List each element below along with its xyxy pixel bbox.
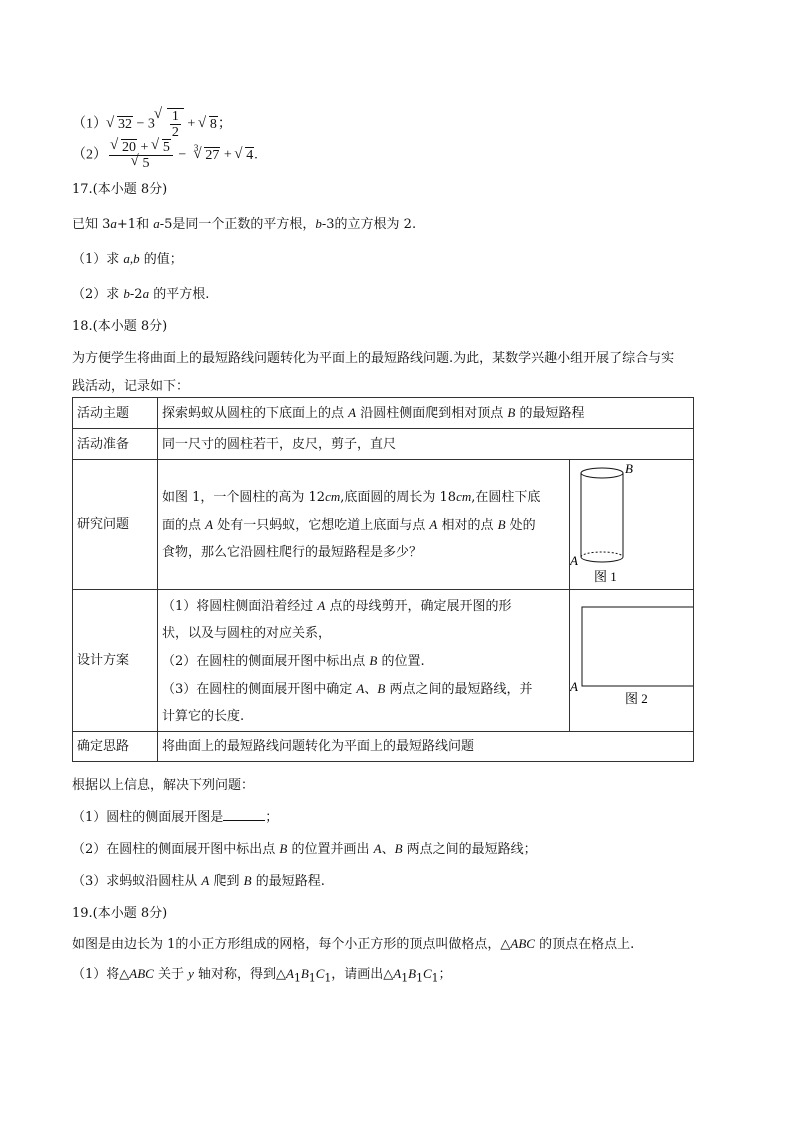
figure-1-cell xyxy=(570,460,694,590)
text: 、 xyxy=(381,842,395,857)
q18-after: 根据以上信息，解决下列问题： xyxy=(72,778,255,793)
text: 如图 1，一个圆柱的高为 12 xyxy=(162,490,326,505)
text: +1和 xyxy=(116,217,154,232)
cube-root-index: 3 xyxy=(193,143,199,154)
text: （3）在圆柱的侧面展开图中确定 xyxy=(162,681,357,697)
text: ，请画出△ xyxy=(331,967,394,982)
activity-record-table xyxy=(72,397,694,762)
table-row xyxy=(73,398,694,429)
text: 两点之间的最短路线； xyxy=(402,842,537,857)
q19-heading: 19.(本小题 8分) xyxy=(72,906,168,921)
var: a xyxy=(153,216,160,231)
point: A xyxy=(356,680,365,696)
var: a,b xyxy=(123,251,140,266)
var: a xyxy=(110,216,117,231)
unit: cm xyxy=(456,489,472,504)
unit: cm xyxy=(325,489,341,504)
punct: . xyxy=(254,147,258,163)
sqrt-8 xyxy=(199,117,218,133)
text: 轴对称，得到△ xyxy=(193,967,287,982)
radicand: 20 xyxy=(122,140,136,155)
text: 点的母线剪开，确定展开图的形 xyxy=(325,598,512,614)
answer-blank[interactable] xyxy=(223,809,265,821)
point: A xyxy=(373,841,382,856)
point: B xyxy=(300,966,309,981)
row-label: 确定思路 xyxy=(73,732,158,762)
text: 的位置并画出 xyxy=(287,842,374,857)
numerator xyxy=(109,140,173,156)
text: 两点之间的最短路线，并 xyxy=(385,681,533,697)
numerator: √ 1 xyxy=(171,109,179,124)
table-row xyxy=(73,460,694,590)
text: （1）将△ xyxy=(72,967,130,982)
label-A: A xyxy=(570,552,578,568)
q16-part1 xyxy=(72,108,232,140)
text: 探索蚂蚁从圆柱的下底面上的点 xyxy=(162,406,349,421)
sqrt-half xyxy=(155,108,184,140)
text: 的平方根. xyxy=(149,287,210,302)
operator: − 3 xyxy=(133,116,155,132)
text: （2）在圆柱的侧面展开图中标出点 xyxy=(162,653,370,669)
point: C xyxy=(422,966,432,981)
unfolded-rectangle xyxy=(582,607,693,686)
text: 食物，那么它沿圆柱爬行的最短路程是多少？ xyxy=(162,545,423,560)
denominator: 2 xyxy=(171,125,179,140)
subscript: 1 xyxy=(308,971,316,985)
var: b xyxy=(315,216,322,231)
operator: − xyxy=(174,147,190,163)
radicand: 5 xyxy=(162,140,170,155)
point: A xyxy=(317,597,326,613)
text: （1）将圆柱侧面沿着经过 xyxy=(162,598,318,614)
point: C xyxy=(315,966,325,981)
label-B: B xyxy=(625,460,633,476)
cylinder-top-ellipse xyxy=(581,468,623,478)
point: B xyxy=(394,841,403,856)
subscript: 1 xyxy=(293,971,301,985)
text: 已知 3 xyxy=(72,217,111,232)
operator: + xyxy=(183,116,199,132)
point: B xyxy=(369,652,378,668)
text: 处的 xyxy=(505,518,536,533)
text: ,底面圆的周长为 18 xyxy=(340,490,457,505)
figure-1-caption: 图 1 xyxy=(594,568,617,584)
q19-stem xyxy=(72,933,634,952)
q18-heading: 18.(本小题 8分) xyxy=(72,319,168,334)
text: 的顶点在格点上. xyxy=(534,937,635,952)
q16-p2-label: （2） xyxy=(72,147,107,163)
subscript: 1 xyxy=(401,971,409,985)
row-content xyxy=(158,590,570,732)
text: 、 xyxy=(364,681,378,697)
row-content xyxy=(158,398,694,429)
text: （1）求 xyxy=(72,252,124,267)
text: -5是同一个正数的平方根， xyxy=(159,217,316,232)
text: （2）求 xyxy=(72,287,124,302)
point: B xyxy=(507,405,516,420)
text: 状，以及与圆柱的对应关系， xyxy=(162,625,332,641)
point: A xyxy=(429,517,438,532)
text: 关于 xyxy=(153,967,189,982)
subscript: 1 xyxy=(431,971,439,985)
triangle-name: ABC xyxy=(129,966,154,981)
text: 的值； xyxy=(139,252,183,267)
q18-intro-2: 践活动，记录如下： xyxy=(72,379,190,394)
point: B xyxy=(243,873,252,888)
row-label: 研究问题 xyxy=(73,460,158,590)
operator: + xyxy=(137,140,152,155)
fraction xyxy=(170,109,181,140)
radicand: 32 xyxy=(118,116,132,132)
punct: ； xyxy=(217,116,232,132)
table-row xyxy=(73,429,694,460)
text: ； xyxy=(265,810,279,825)
radicand: 5 xyxy=(142,156,150,171)
q16-part2 xyxy=(72,140,258,171)
operator: + xyxy=(220,147,236,163)
point: A xyxy=(286,966,294,981)
text: 的位置. xyxy=(377,653,425,669)
text: 爬到 xyxy=(209,874,244,889)
text: ； xyxy=(438,967,452,982)
text: -3的立方根为 2. xyxy=(321,217,417,232)
q16-p1-label: （1） xyxy=(72,116,107,132)
row-content: 同一尺寸的圆柱若干，皮尺，剪子，直尺 xyxy=(158,429,694,460)
cbrt-27 xyxy=(194,148,220,164)
text: ,在圆柱下底 xyxy=(471,490,541,505)
var: y xyxy=(188,966,194,981)
q18-part2 xyxy=(72,838,537,857)
var: a xyxy=(142,286,150,301)
row-content: 将曲面上的最短路线问题转化为平面上的最短路线问题 xyxy=(158,732,694,762)
figure-2-caption: 图 2 xyxy=(625,690,648,706)
text: 的最短路程. xyxy=(251,874,325,889)
text: （3）求蚂蚁沿圆柱从 xyxy=(72,874,202,889)
radicand: 4 xyxy=(246,147,254,163)
text: 相对的点 xyxy=(437,518,498,533)
q19-part1 xyxy=(72,963,452,985)
point: A xyxy=(201,873,210,888)
text: 沿圆柱侧面爬到相对顶点 xyxy=(356,406,508,421)
q17-part1 xyxy=(72,248,183,267)
q18-intro-1: 为方便学生将曲面上的最短路线问题转化为平面上的最短路线问题.为此，某数学兴趣小组开展了综合与实 xyxy=(72,351,675,366)
var: b xyxy=(123,286,130,301)
text: 的最短路程 xyxy=(515,406,585,421)
sqrt-4 xyxy=(235,148,254,164)
table-row xyxy=(73,590,694,732)
point: B xyxy=(377,680,386,696)
point: B xyxy=(497,517,506,532)
row-label: 设计方案 xyxy=(73,590,158,732)
point: A xyxy=(205,517,214,532)
table-row xyxy=(73,732,694,762)
text: 处有一只蚂蚁，它想吃道上底面与点 xyxy=(213,518,430,533)
cylinder-bottom-back-dashed xyxy=(581,552,623,557)
radicand: 8 xyxy=(209,116,217,132)
figure-2-cell xyxy=(570,590,694,732)
text: 面的点 xyxy=(162,518,206,533)
row-label: 活动主题 xyxy=(73,398,158,429)
q17-part2 xyxy=(72,283,209,302)
point: A xyxy=(348,405,357,420)
q18-part1 xyxy=(72,806,278,825)
q18-part3 xyxy=(72,870,325,889)
q17-heading: 17.(本小题 8分) xyxy=(72,182,168,197)
point: A xyxy=(393,966,402,981)
text: （2）在圆柱的侧面展开图中标出点 xyxy=(72,842,280,857)
subscript: 1 xyxy=(416,971,423,985)
row-label: 活动准备 xyxy=(73,429,158,460)
point: B xyxy=(279,841,288,856)
text: （1）圆柱的侧面展开图是 xyxy=(72,810,224,825)
q17-stem xyxy=(72,213,416,232)
cylinder-bottom-front xyxy=(581,557,623,562)
text: 计算它的长度. xyxy=(162,708,245,724)
radicand: 27 xyxy=(205,147,220,163)
subscript: 1 xyxy=(324,971,332,985)
net-rectangle-figure xyxy=(570,591,693,731)
text: 如图是由边长为 1的小正方形组成的网格，每个小正方形的顶点叫做格点，△ xyxy=(72,937,511,952)
denominator xyxy=(109,156,173,171)
cylinder-figure xyxy=(570,461,693,589)
text: -2 xyxy=(129,287,143,302)
row-content xyxy=(158,460,570,590)
point: B xyxy=(408,966,417,981)
label-A: A xyxy=(570,678,578,694)
fraction xyxy=(109,140,173,171)
triangle-name: ABC xyxy=(510,936,535,951)
sqrt-32 xyxy=(107,117,133,133)
